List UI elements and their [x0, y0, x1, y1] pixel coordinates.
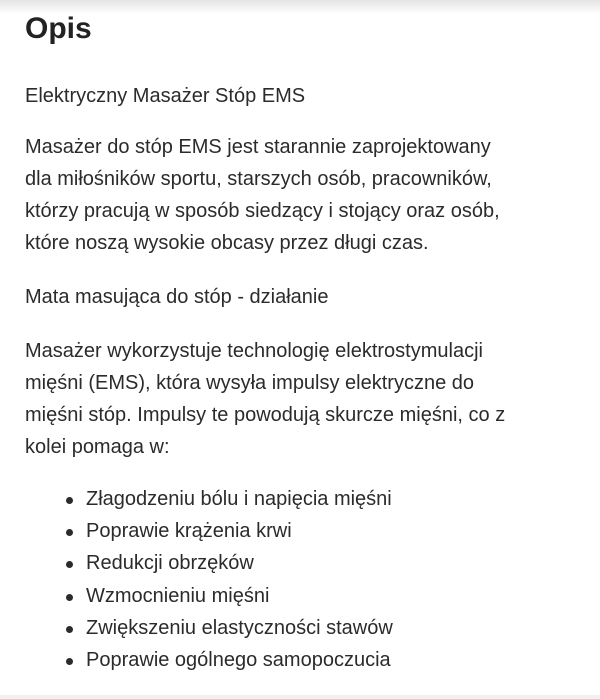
- description-paragraph-1: [25, 131, 500, 259]
- text-line: dla miłośników sportu, starszych osób, pracowników,: [25, 168, 492, 190]
- text-line: kolei pomaga w:: [25, 436, 170, 458]
- list-item: Wzmocnieniu mięśni: [25, 580, 393, 612]
- list-item: Złagodzeniu bólu i napięcia mięśni: [25, 483, 393, 515]
- product-name-text: Elektryczny Masażer Stóp EMS: [25, 85, 306, 107]
- description-paragraph-2: [25, 335, 505, 463]
- bottom-divider: [0, 695, 600, 699]
- subheading-text: Mata masująca do stóp - działanie: [25, 286, 329, 308]
- text-line: mięśni (EMS), która wysyła impulsy elektryczne do: [25, 372, 475, 394]
- text-line: Masażer wykorzystuje technologię elektrostymulacji: [25, 340, 483, 362]
- benefits-list: [25, 483, 393, 676]
- text-line: Masażer do stóp EMS jest starannie zaprojektowany: [25, 136, 491, 158]
- list-item: Poprawie ogólnego samopoczucia: [25, 644, 393, 676]
- list-item: Zwiększeniu elastyczności stawów: [25, 612, 393, 644]
- text-line: mięśni stóp. Impulsy te powodują skurcze mięśni, co z: [25, 404, 506, 426]
- list-item: Redukcji obrzęków: [25, 547, 393, 579]
- section-title: Opis: [25, 12, 92, 45]
- subheading-action: [25, 281, 329, 313]
- text-line: które noszą wysokie obcasy przez długi czas.: [25, 232, 429, 254]
- product-name: [25, 80, 305, 112]
- list-item: Poprawie krążenia krwi: [25, 515, 393, 547]
- text-line: którzy pracują w sposób siedzący i stojący oraz osób,: [25, 200, 500, 222]
